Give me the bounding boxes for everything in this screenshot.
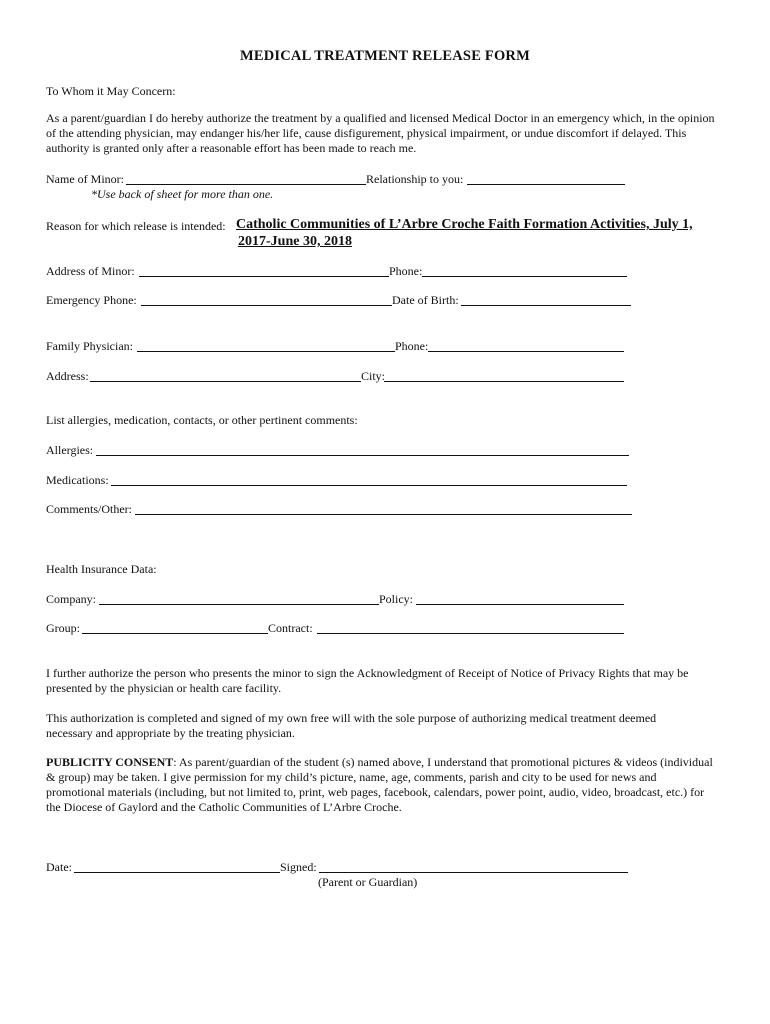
privacy-paragraph: I further authorize the person who presents the minor to sign the Acknowledgment of Receipt of Notice of Privacy Rights that may be presented by the physician or health care facility. [46, 666, 689, 695]
contract-label: Contract: [268, 621, 313, 635]
parent-guardian-caption: (Parent or Guardian) [318, 875, 418, 889]
reason-line-1: Catholic Communities of L’Arbre Croche Faith Formation Activities, July 1, [236, 217, 693, 232]
signature-field[interactable] [319, 872, 628, 873]
group-label: Group: [46, 621, 80, 635]
city-field[interactable] [384, 381, 624, 382]
publicity-consent-paragraph [46, 755, 716, 815]
family-physician-label: Family Physician: [46, 339, 133, 353]
group-field[interactable] [82, 633, 268, 634]
physician-address-field[interactable] [90, 381, 361, 382]
back-of-sheet-note: *Use back of sheet for more than one. [91, 187, 274, 201]
relationship-field[interactable] [467, 184, 625, 185]
list-allergies-prompt: List allergies, medication, contacts, or other pertinent comments: [46, 413, 358, 427]
comments-row [46, 502, 686, 518]
reason-line-2: 2017-June 30, 2018 [238, 234, 352, 249]
address-of-minor-label: Address of Minor: [46, 264, 135, 278]
comments-label: Comments/Other: [46, 502, 132, 516]
minor-phone-field[interactable] [422, 276, 627, 277]
company-row [46, 592, 686, 608]
publicity-consent-heading: PUBLICITY CONSENT [46, 755, 174, 769]
allergies-row [46, 443, 686, 459]
comments-field[interactable] [135, 514, 632, 515]
policy-field[interactable] [416, 604, 624, 605]
date-field[interactable] [74, 872, 280, 873]
family-physician-field[interactable] [137, 351, 395, 352]
company-label: Company: [46, 592, 96, 606]
company-field[interactable] [99, 604, 379, 605]
emergency-phone-field[interactable] [141, 305, 392, 306]
date-of-birth-label: Date of Birth: [392, 293, 459, 307]
address-of-minor-row [46, 264, 686, 280]
signature-row [46, 860, 686, 876]
medications-row [46, 473, 686, 489]
allergies-label: Allergies: [46, 443, 94, 457]
publicity-consent-text: : As parent/guardian of the student (s) named above, I understand that promotional pictures & videos (individual & group) may be taken. I give permission for my child’s picture, name, age, comments, parish and city to be used for news and promotional materials (including, but not limited to, print, web pages, facebook, calendars, power point, audio, video, broadcast, etc.) for the Diocese of Gaylord and the Catholic Communities of L’Arbre Croche. [46, 755, 713, 814]
physician-phone-label: Phone: [395, 339, 429, 353]
physician-address-row [46, 369, 686, 385]
date-of-birth-field[interactable] [461, 305, 631, 306]
allergies-field[interactable] [96, 455, 629, 456]
reason-label: Reason for which release is intended: [46, 219, 226, 233]
policy-label: Policy: [379, 592, 414, 606]
authorization-paragraph: As a parent/guardian I do hereby authorize the treatment by a qualified and licensed Medical Doctor in an emergency which, in the opinion of the attending physician, may endanger his/her life, cause disfigurement, physical impairment, or undue discomfort if delayed. This authority is granted only after a reasonable effort has been made to reach me. [46, 111, 715, 155]
name-of-minor-field[interactable] [126, 184, 366, 185]
signed-label: Signed: [280, 860, 317, 874]
health-insurance-heading: Health Insurance Data: [46, 562, 157, 576]
contract-field[interactable] [317, 633, 624, 634]
address-label: Address: [46, 369, 89, 383]
salutation: To Whom it May Concern: [46, 84, 176, 98]
relationship-label: Relationship to you: [366, 172, 464, 186]
name-of-minor-label: Name of Minor: [46, 172, 124, 186]
phone-label: Phone: [389, 264, 423, 278]
physician-phone-field[interactable] [428, 351, 624, 352]
medications-label: Medications: [46, 473, 109, 487]
free-will-paragraph: This authorization is completed and signed of my own free will with the sole purpose of authorizing medical treatment deemed necessary and appropriate by the treating physician. [46, 711, 657, 740]
emergency-phone-row [46, 293, 686, 309]
address-of-minor-field[interactable] [139, 276, 389, 277]
name-of-minor-row [46, 172, 686, 188]
emergency-phone-label: Emergency Phone: [46, 293, 137, 307]
date-label: Date: [46, 860, 72, 874]
family-physician-row [46, 339, 686, 355]
form-title: MEDICAL TREATMENT RELEASE FORM [239, 48, 530, 64]
city-label: City: [361, 369, 386, 383]
group-row [46, 621, 686, 637]
medications-field[interactable] [111, 485, 627, 486]
